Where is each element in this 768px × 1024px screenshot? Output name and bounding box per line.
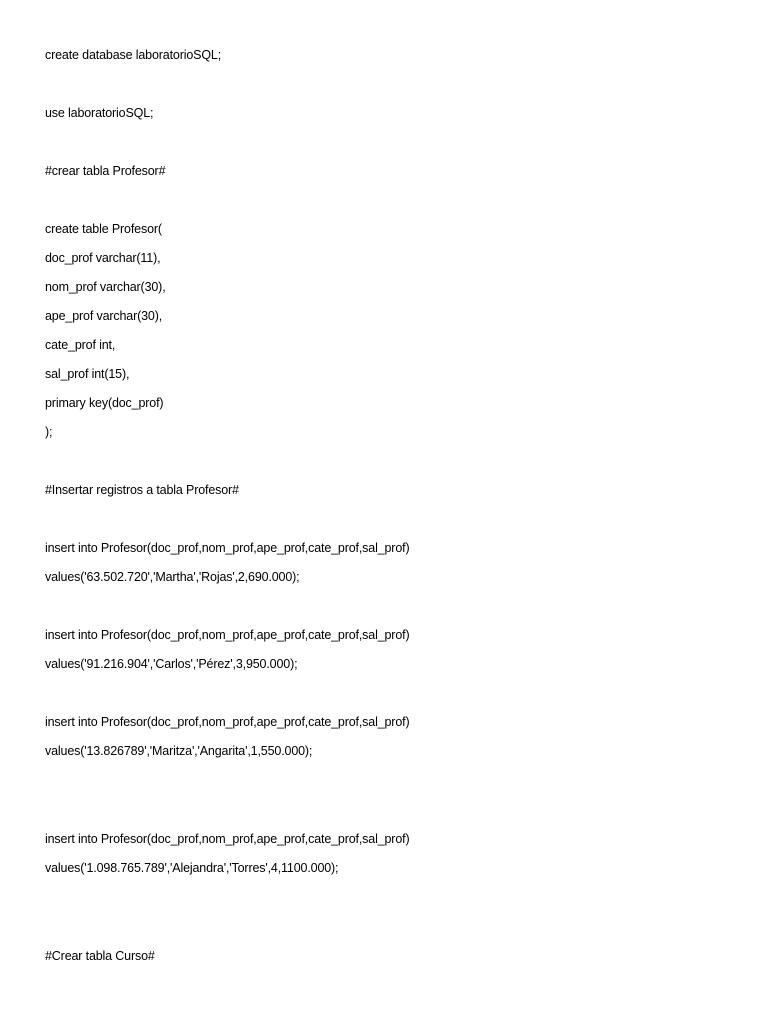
sql-insert-line: insert into Profesor(doc_prof,nom_prof,ape_prof,cate_prof,sal_prof) [45,628,410,642]
sql-insert-line: insert into Profesor(doc_prof,nom_prof,ape_prof,cate_prof,sal_prof) [45,715,410,729]
sql-insert-line: insert into Profesor(doc_prof,nom_prof,ape_prof,cate_prof,sal_prof) [45,832,410,846]
sql-create-database-line: create database laboratorioSQL; [45,48,222,62]
sql-column-doc-prof: doc_prof varchar(11), [45,251,161,265]
sql-use-database-line: use laboratorioSQL; [45,106,154,120]
sql-values-line: values('13.826789','Maritza','Angarita',1,550.000); [45,744,313,758]
comment-crear-tabla-curso: #Crear tabla Curso# [45,949,155,963]
comment-crear-tabla-profesor: #crear tabla Profesor# [45,164,166,178]
sql-column-cate-prof: cate_prof int, [45,338,116,352]
sql-close-paren-line: ); [45,425,53,439]
sql-column-ape-prof: ape_prof varchar(30), [45,309,163,323]
sql-primary-key-line: primary key(doc_prof) [45,396,164,410]
sql-values-line: values('91.216.904','Carlos','Pérez',3,950.000); [45,657,298,671]
sql-values-line: values('63.502.720','Martha','Rojas',2,690.000); [45,570,300,584]
sql-create-table-line: create table Profesor( [45,222,162,236]
sql-values-line: values('1.098.765.789','Alejandra','Torres',4,1100.000); [45,861,339,875]
comment-insertar-registros: #Insertar registros a tabla Profesor# [45,483,239,497]
sql-insert-line: insert into Profesor(doc_prof,nom_prof,ape_prof,cate_prof,sal_prof) [45,541,410,555]
sql-column-nom-prof: nom_prof varchar(30), [45,280,166,294]
sql-column-sal-prof: sal_prof int(15), [45,367,130,381]
